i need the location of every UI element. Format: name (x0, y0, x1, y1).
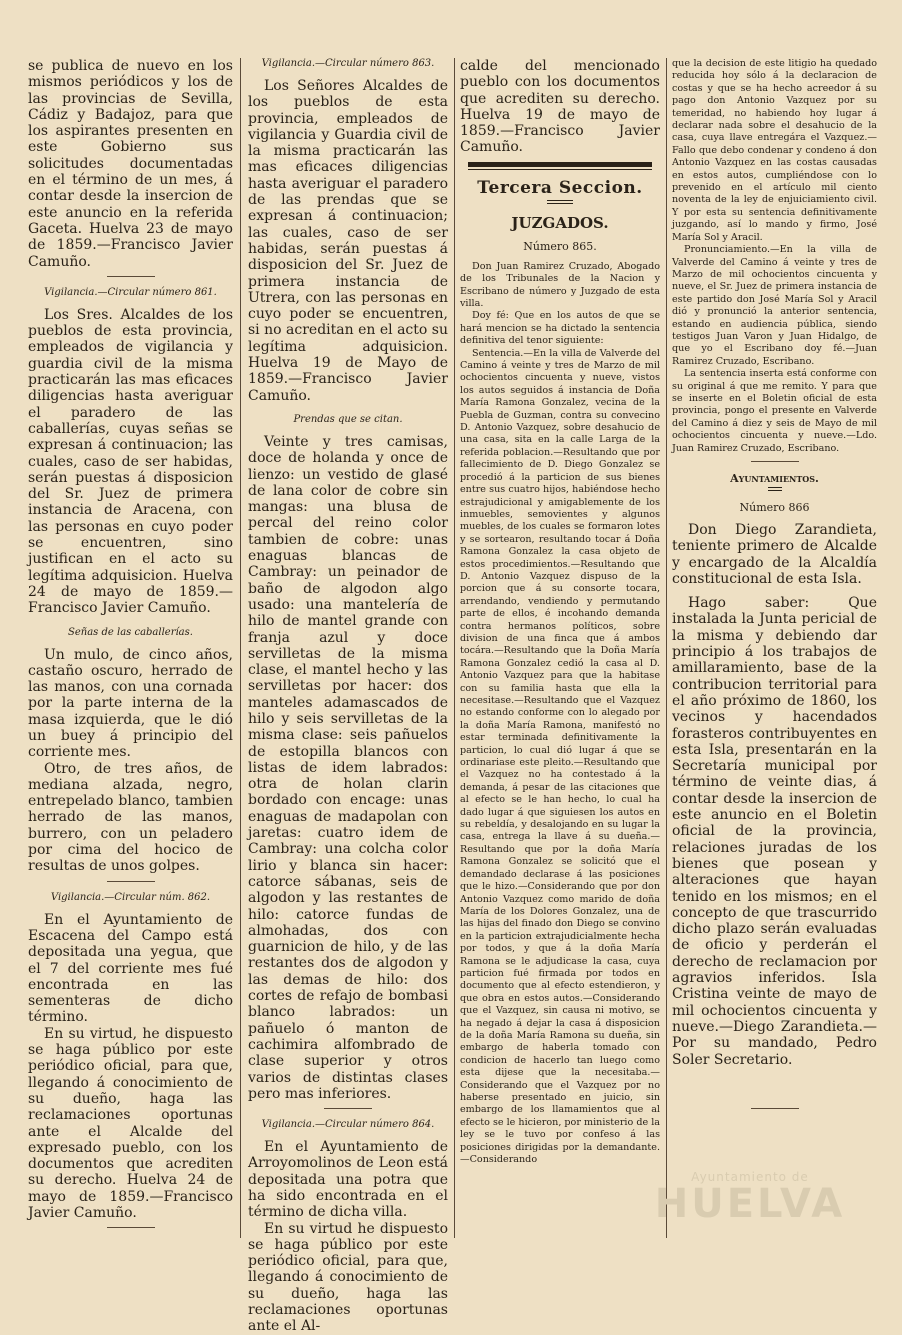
paragraph: Los Sres. Alcaldes de los pueblos de esta provincia, empleados de vigilancia y guardia civil de la misma practicarán las mas eficaces diligencias hasta averiguar el paradero de las caballerías, cuyas señas se expresan á continuacion; las cuales, caso de ser habidas, serán puestas á disposicion del Sr. Juez de primera instancia de Aracena, con las personas en cuyo poder se encuentren, sino justifican en el acto su legítima adquisicion. Huelva 24 de mayo de 1859.—Francisco Javier Camuño. (28, 306, 233, 617)
column-1 (28, 58, 233, 1268)
divider (751, 1108, 799, 1109)
paragraph: En el Ayuntamiento de Escacena del Campo está depositada una yegua, que el 7 del corriente mes fué encontrada en las sementeras de dicho término. (28, 911, 233, 1026)
divider (324, 1108, 372, 1109)
circular-heading-861: Vigilancia.—Circular número 861. (44, 286, 217, 298)
paragraph: En su virtud, he dispuesto se haga público por este periódico oficial, para que, llegando á conocimiento de su dueño, haga las reclamaciones oportunas ante el Alcalde del expresado pueblo, con los documentos que acrediten su derecho. Huelva 24 de mayo de 1859.—Francisco Javier Camuño. (28, 1025, 233, 1221)
column-3 (460, 58, 660, 1268)
paragraph: Los Señores Alcaldes de los pueblos de esta provincia, empleados de vigilancia y Guardia civil de la misma practicarán las mas eficaces diligencias hasta averiguar el paradero de las prendas que se expresan á continuacion; las cuales, caso de ser habidas, serán puestas á disposicion del Sr. Juez de primera instancia de Utrera, con las personas en cuyo poder se encuentren, si no acreditan en el acto su legítima adquisicion. Huelva 19 de Mayo de 1859.—Francisco Javier Camuño. (248, 78, 448, 404)
watermark-text: HUELVA (654, 1181, 846, 1227)
double-rule (547, 200, 573, 204)
circular-heading-863: Vigilancia.—Circular número 863. (261, 58, 435, 69)
thin-rule (468, 169, 652, 170)
paragraph: que la decision de este litigio ha quedado reducida hoy sólo á la declaracion de costas y que se ha hecho acreedor á su pago don Antonio Vazquez por su temeridad, no habiendo hoy lugar á declarar nada sobre el desahucio de la casa, cuya llave entregára el Vazquez.—Fallo que debo condenar y condeno á don Antonio Vazquez en las costas causadas en estos autos, cumpliéndose con lo prevenido en el artículo mil ciento noventa de la ley de enjuiciamiento civil. Y por esta su sentencia definitivamente juzgando, así lo mando y firmo, José María Sol y Aracil. (672, 58, 877, 243)
thick-rule (468, 162, 652, 167)
paragraph: Hago saber: Que instalada la Junta pericial de la misma y debiendo dar principio á los trabajos de amillaramiento, base de la contribucion territorial para el año próximo de 1860, los vecinos y hacendados forasteros contribuyentes en esta Isla, presentarán en la Secretaría municipal por término de veinte dias, á contar desde la insercion de este anuncio en el Boletin oficial de la provincia, relaciones juradas de los bienes que posean y alteraciones que hayan tenido en los mismos; en el concepto de que trascurrido dicho plazo serán evaluadas de oficio y perderán el derecho de reclamacion por agravios inferidos. Isla Cristina veinte de mayo de mil ochocientos cincuenta y nueve.—Diego Zarandieta.—Por su mandado, Pedro Soler Secretario. (672, 595, 877, 1068)
paragraph: La sentencia inserta está conforme con su original á que me remito. Y para que se inserte en el Boletin oficial de esta provincia, pongo el presente en Valverde del Camino á diez y seis de Mayo de mil ochocientos cincuenta y nueve.—Ldo. Juan Ramirez Cruzado, Escribano. (672, 368, 877, 454)
notice-number: Número 865. (523, 239, 597, 253)
watermark-logo (650, 1170, 850, 1227)
section-heading: Señas de las caballerías. (68, 626, 193, 638)
divider (751, 461, 799, 462)
subsection-title: Ayuntamientos. (730, 472, 819, 485)
paragraph: calde del mencionado pueblo con los documentos que acrediten su derecho. Huelva 19 de mayo de 1859.—Francisco Javier Camuño. (460, 58, 660, 156)
paragraph: Don Diego Zarandieta, teniente primero de Alcalde y encargado de la Alcaldía constitucional de esta Isla. (672, 522, 877, 587)
watermark-text: Ayuntamiento de (691, 1170, 809, 1184)
column-rule (454, 58, 455, 1238)
paragraph: Veinte y tres camisas, doce de holanda y once de lienzo: un vestido de glasé de lana color de cobre sin mangas: una blusa de percal del reino color tambien de cobre: unas enaguas blancas de Cambray: un peinador de baño de algodon algo usado: una mantelería de hilo de mantel grande con franja azul y doce servilletas de la misma clase, el mantel hecho y las servilletas por hacer: dos manteles adamascados de hilo y seis servilletas de la misma clase: seis pañuelos de estopilla blancos con listas de idem labrados: otra de holan clarin bordado con encage: unas enaguas de madapolan con jaretas: cuatro idem de Cambray: una colcha color lirio y blanca sin hacer: catorce sábanas, seis de algodon y las restantes de hilo: catorce fundas de almohadas, dos con guarnicion de hilo, y de las restantes dos de algodon y las demas de hilo: dos cortes de refajo de bombasi blanco labrados: un pañuelo ó manton de cachimira alfombrado de clase superior y otros varios de distintas clases pero mas inferiores. (248, 433, 448, 1102)
column-2 (248, 58, 448, 1335)
circular-heading-864: Vigilancia.—Circular número 864. (261, 1119, 435, 1131)
paragraph: En su virtud he dispuesto se haga público por este periódico oficial, para que, llegando á conocimiento de su dueño, haga las reclamaciones oportunas ante el Al- (248, 1220, 448, 1335)
section-heading: Prendas que se citan. (293, 413, 403, 425)
section-title: Tercera Seccion. (477, 177, 643, 198)
paragraph: Pronunciamiento.—En la villa de Valverde del Camino á veinte y tres de Marzo de mil ochocientos cincuenta y nueve, el Sr. Juez de primera instancia de este partido don José María Sol y Aracil dió y pronunció la anterior sentencia, estando en audiencia pública, siendo testigos Juan Varon y Juan Hidalgo, de que yo el Escribano doy fé.—Juan Ramirez Cruzado, Escribano. (672, 244, 877, 367)
column-rule (666, 58, 667, 1238)
paragraph: Doy fé: Que en los autos de que se hará mencion se ha dictado la sentencia definitiva del tenor siguiente: (460, 310, 660, 347)
divider (107, 881, 155, 882)
notice-number: Número 866 (739, 501, 810, 514)
paragraph: Un mulo, de cinco años, castaño oscuro, herrado de las manos, con una cornada por la parte interna de la masa izquierda, que le dió un buey á principio del corriente mes. (28, 646, 233, 761)
paragraph: En el Ayuntamiento de Arroyomolinos de Leon está depositada una potra que ha sido encontrada en el término de dicha villa. (248, 1139, 448, 1221)
paragraph: Sentencia.—En la villa de Valverde del Camino á veinte y tres de Marzo de mil ochocientos cincuenta y nueve, vistos los autos seguidos á instancia de Doña María Ramona Gonzalez, vecina de la Puebla de Guzman, contra su convecino D. Antonio Vazquez, sobre desahucio de una casa, sita en la calle Larga de la referida poblacion.—Resultando que por fallecimiento de D. Diego Gonzalez se procedió á la particion de sus bienes entre sus cuatro hijos, habiéndose hecho estrajudicional y amigablemente de los inmuebles, semovientes y algunos muebles, de los cuales se formaron lotes y se sortearon, resultando tocar á Doña Ramona Gonzalez la casa objeto de estos procedimientos.—Resultando que D. Antonio Vazquez dispuso de la porcion que á su consorte tocara, arrendando, vendiendo y permutando parte de ellos, é incohando demanda contra hermanos políticos, sobre division de una finca que á ambos tocára.—Resultando que la Doña María Ramona Gonzalez cedió la casa al D. Antonio Vazquez para que la habitase con su familia hasta que ella la necesitase.—Resultando que el Vazquez no estando conforme con lo alegado por la doña María Ramona, manifestó no estar terminada definitivamente la particion, lo cual dió lugar á que se ordinariase este pleito.—Resultando que el Vazquez no ha contestado á la demanda, á pesar de las citaciones que al efecto se le han hecho, lo cual ha dado lugar á que siguiesen los autos en su rebeldía, y desalojando en su lugar la casa, entrega la llave á su dueña.—Resultando que por la doña María Ramona Gonzalez se solicitó que el demandado declarase á las posiciones que le hizo.—Considerando que por don Antonio Vazquez como marido de doña María de los Dolores Gonzalez, una de las hijas del finado don Diego se convino en la particion extrajudicialmente hecha por todos, y que á la doña María Ramona se le adjudicase la casa, cuya particion fué firmada por todos en documento que al efecto estendieron, y que obra en estos autos.—Considerando que el Vazquez, sin causa ni motivo, se ha negado á dejar la casa á disposicion de la doña María Ramona su dueña, sin embargo de haberla tomado con condicion de hacerlo tan luego como esta dijese que la necesitaba.—Considerando que el Vazquez por no haberse presentado en juicio, sin embargo de los llamamientos que al efecto se le hicieron, por ministerio de la ley se le tuvo por confeso á las posiciones dirigidas por la demandante.—Considerando (460, 347, 660, 1166)
paragraph: Don Juan Ramirez Cruzado, Abogado de los Tribunales de la Nacion y Escribano de número y Juzgado de esta villa. (460, 260, 660, 309)
divider (107, 1227, 155, 1228)
paragraph: Otro, de tres años, de mediana alzada, negro, entrepelado blanco, tambien herrado de las manos, burrero, con un peladero por cima del hocico de resultas de unos golpes. (28, 760, 233, 875)
subsection-title: JUZGADOS. (511, 213, 609, 232)
double-rule (768, 487, 782, 491)
divider (107, 276, 155, 277)
newspaper-page (22, 58, 892, 1335)
column-rule (240, 58, 241, 1238)
column-4 (672, 58, 877, 1268)
paragraph: se publica de nuevo en los mismos periódicos y los de las provincias de Sevilla, Cádiz y Badajoz, para que los aspirantes presenten en este Gobierno sus solicitudes documentadas en el término de un mes, á contar desde la insercion de este anuncio en la referida Gaceta. Huelva 23 de mayo de 1859.—Francisco Javier Camuño. (28, 58, 233, 270)
circular-heading-862: Vigilancia.—Circular núm. 862. (50, 891, 211, 903)
